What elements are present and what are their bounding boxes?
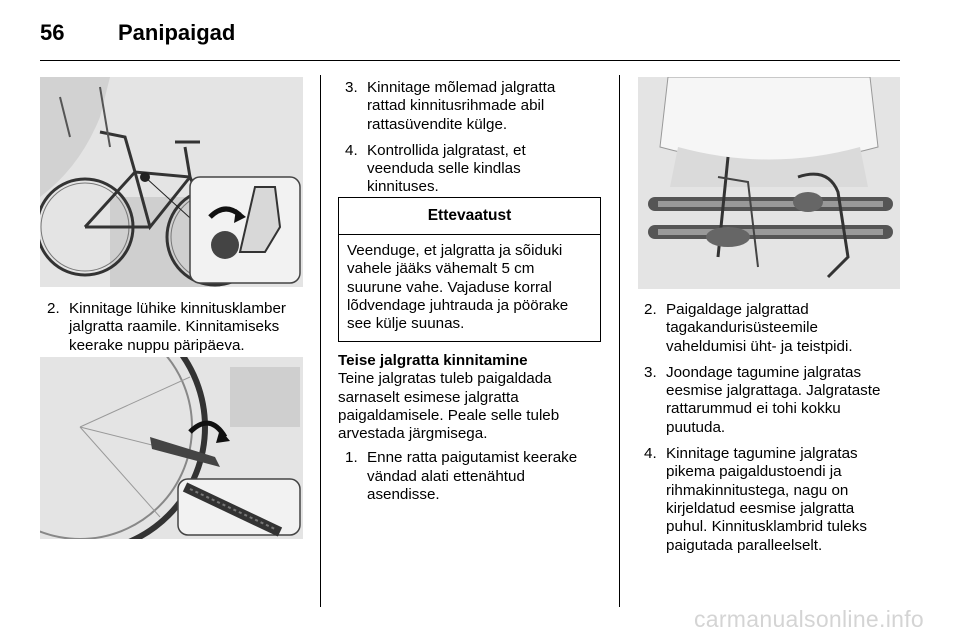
page-title: Panipaigad	[118, 20, 236, 45]
header-rule	[40, 60, 900, 61]
section-subheading: Teise jalgratta kinnitamine	[338, 352, 528, 369]
wheel-strap-illustration	[40, 357, 303, 539]
two-bikes-top-view-illustration	[638, 77, 900, 289]
list-item: 3. Joondage tagumine jalgratas eesmise jalgrattaga. Jalgrataste rattarummud ei tohi kokku puutuda.	[644, 363, 881, 436]
list-item: 4. Kinnitage tagumine jalgratas pikema paigaldustoendi ja rihmakinnitustega, nagu on kirjeldatud eesmise jalgratta puhul. Kinnitusklambrid tuleks paigutada paralleelselt.	[644, 445, 867, 554]
col1-text	[47, 300, 307, 363]
page-number: 56	[40, 20, 65, 45]
caution-box	[338, 197, 601, 342]
col2-text-bottom	[338, 352, 608, 512]
paragraph: Teine jalgratas tuleb paigaldada sarnaselt esimese jalgratta paigaldamisele. Peale selle tuleb arvestada järgmisega.	[338, 370, 560, 443]
column-divider-1	[320, 75, 321, 607]
list-item: 1. Enne ratta paigutamist keerake vändad alati ettenähtud asendisse.	[345, 449, 578, 504]
list-item: 2. Paigaldage jalgrattad tagakandurisüsteemile vaheldumisi üht- ja teistpidi.	[644, 301, 853, 355]
bike-mount-illustration	[40, 77, 303, 287]
col2-text-top	[345, 79, 605, 205]
caution-body: Veenduge, et jalgratta ja sõiduki vahele jääks vähemalt 5 cm suurune vahe. Vajaduse korral lõdvendage juhtrauda ja pöörake see külje suunas.	[347, 242, 569, 333]
list-item: 3. Kinnitage mõlemad jalgratta rattad kinnitusrihmade abil rattasüvendite külge.	[345, 79, 556, 133]
caution-title: Ettevaatust	[339, 198, 600, 235]
list-item: 4. Kontrollida jalgratast, et veenduda selle kindlas kinnituses.	[345, 141, 526, 196]
col3-text	[644, 301, 914, 563]
list-item: 2. Kinnitage lühike kinnitusklamber jalgratta raamile. Kinnitamiseks keerake nuppu päripäeva.	[47, 300, 286, 354]
column-divider-2	[619, 75, 620, 607]
watermark: carmanualsonline.info	[693, 606, 924, 632]
